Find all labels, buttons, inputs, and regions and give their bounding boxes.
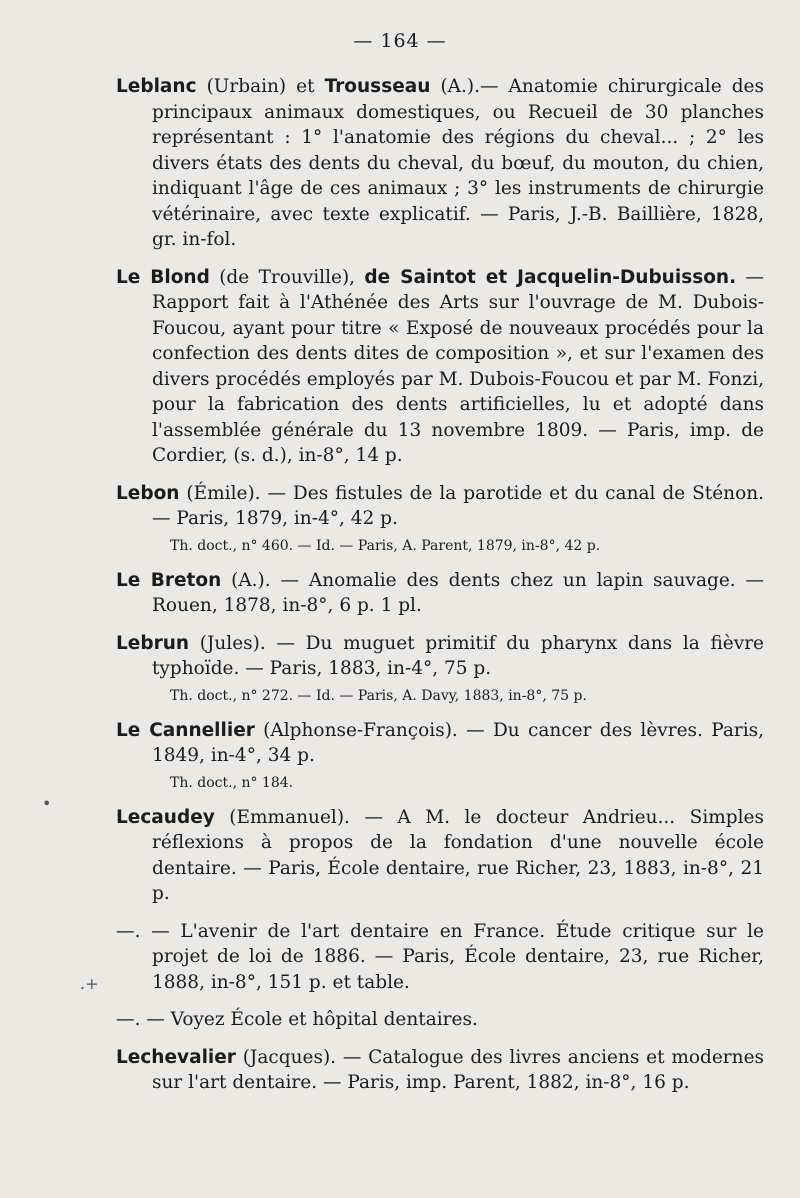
- entry-lecaudey-2: [116, 919, 764, 996]
- entry-note: Th. doct., n° 272. — Id. — Paris, A. Davy, 1883, in-8°, 75 p.: [170, 687, 587, 704]
- bibliography-entries: [116, 74, 764, 1108]
- entry-author: Leblanc: [116, 76, 197, 97]
- entry-note: Th. doct., n° 460. — Id. — Paris, A. Parent, 1879, in-8°, 42 p.: [170, 537, 601, 554]
- entry-author: Lebon: [116, 482, 180, 504]
- entry-body: — Des fistules de la parotide et du canal de Sténon. — Paris, 1879, in-4°, 42 p.: [152, 482, 765, 529]
- entry-body: — Anatomie chirurgicale des principaux animaux domestiques, ou Recueil de 30 planches représentant : 1° l'anatomie des régions du cheval... ; 2° les divers états des dents du cheval, du bœuf, du mouton, du chien, indiquant l'âge de ces animaux ; 3° les instruments de chirurgie vétérinaire, avec texte explicatif. — Paris, J.-B. Baillière, 1828, gr. in-fol.: [152, 76, 764, 250]
- entry-lebrun: [116, 631, 764, 706]
- entry-le-breton: [116, 568, 764, 619]
- entry-le-blond: [116, 265, 764, 469]
- entry-text: Lechevalier (Jacques). — Catalogue des livres anciens et modernes sur l'art dentaire. — Paris, imp. Parent, 1882, in-8°, 16 p.: [116, 1046, 765, 1093]
- entry-body: — L'avenir de l'art dentaire en France. Étude critique sur le projet de loi de 1886. — Paris, École dentaire, 23, rue Richer, 1888, in-8°, 151 p. et table.: [140, 920, 764, 993]
- entry-body: — Rapport fait à l'Athénée des Arts sur l'ouvrage de M. Dubois-Foucou, ayant pour titre « Exposé de nouveaux procédés pour la confection des dents dites de composition », et sur l'examen des divers procédés employés par M. Dubois-Foucou et par M. Fonzi, pour la fabrication des dents artificielles, lu et adopté dans l'assemblée générale du 13 novembre 1809. — Paris, imp. de Cordier, (s. d.), in-8°, 14 p.: [152, 266, 764, 466]
- entry-author: Lecaudey: [116, 806, 215, 828]
- entry-lecaudey-3: [116, 1007, 764, 1033]
- entry-lebon: [116, 481, 764, 556]
- entry-body: — Voyez École et hôpital dentaires.: [140, 1009, 478, 1030]
- entry-text: Lebon (Émile). — Des fistules de la parotide et du canal de Sténon. — Paris, 1879, in-4°, 42 p.: [116, 482, 765, 529]
- entry-author: Lebrun: [116, 632, 190, 654]
- margin-dot-mark: •: [42, 794, 52, 813]
- entry-author: Le Blond: [116, 266, 210, 288]
- entry-text: Lebrun (Jules). — Du muguet primitif du pharynx dans la fièvre typhoïde. — Paris, 1883, in-4°, 75 p.: [116, 632, 764, 679]
- entry-text: —. — Voyez École et hôpital dentaires.: [116, 1009, 478, 1030]
- entry-author: Lechevalier: [116, 1046, 236, 1068]
- entry-author: Le Cannellier: [116, 719, 255, 741]
- entry-coauthor: de Saintot et Jacquelin-Dubuisson.: [364, 266, 737, 288]
- entry-text: Leblanc (Urbain) et Trousseau (A.).— Anatomie chirurgicale des principaux animaux domestiques, ou Recueil de 30 planches représentant : 1° l'anatomie des régions du cheval... ; 2° les divers états des dents du cheval, du bœuf, du mouton, du chien, indiquant l'âge de ces animaux ; 3° les instruments de chirurgie vétérinaire, avec texte explicatif. — Paris, J.-B. Baillière, 1828, gr. in-fol.: [116, 76, 764, 250]
- entry-body: — Anomalie des dents chez un lapin sauvage. — Rouen, 1878, in-8°, 6 p. 1 pl.: [152, 569, 764, 616]
- entry-body: — Du cancer des lèvres. Paris, 1849, in-4°, 34 p.: [152, 719, 764, 766]
- entry-note: Th. doct., n° 184.: [170, 774, 294, 791]
- entry-body: — Du muguet primitif du pharynx dans la fièvre typhoïde. — Paris, 1883, in-4°, 75 p.: [152, 632, 764, 679]
- entry-body: — A M. le docteur Andrieu... Simples réflexions à propos de la fondation d'une nouvelle école dentaire. — Paris, École dentaire, rue Richer, 23, 1883, in-8°, 21 p.: [152, 806, 764, 904]
- entry-text: Le Blond (de Trouville), de Saintot et Jacquelin-Dubuisson. — Rapport fait à l'Athénée des Arts sur l'ouvrage de M. Dubois-Foucou, ayant pour titre « Exposé de nouveaux procédés pour la confection des dents dites de composition », et sur l'examen des divers procédés employés par M. Dubois-Foucou et par M. Fonzi, pour la fabrication des dents artificielles, lu et adopté dans l'assemblée générale du 13 novembre 1809. — Paris, imp. de Cordier, (s. d.), in-8°, 14 p.: [116, 266, 764, 466]
- entry-leblanc: [116, 74, 764, 253]
- entry-coauthor: Trousseau: [324, 76, 431, 97]
- entry-lecaudey: [116, 805, 764, 907]
- entry-body: — Catalogue des livres anciens et modernes sur l'art dentaire. — Paris, imp. Parent, 1882, in-8°, 16 p.: [152, 1046, 765, 1093]
- entry-text: Le Cannellier (Alphonse-François). — Du cancer des lèvres. Paris, 1849, in-4°, 34 p.: [116, 719, 764, 766]
- entry-text: Lecaudey (Emmanuel). — A M. le docteur Andrieu... Simples réflexions à propos de la fondation d'une nouvelle école dentaire. — Paris, École dentaire, rue Richer, 23, 1883, in-8°, 21 p.: [116, 806, 764, 904]
- entry-lechevalier: [116, 1045, 764, 1096]
- entry-text: —. — L'avenir de l'art dentaire en France. Étude critique sur le projet de loi de 1886. — Paris, École dentaire, 23, rue Richer, 1888, in-8°, 151 p. et table.: [116, 920, 764, 993]
- page-number: — 164 —: [353, 30, 447, 52]
- margin-cross-mark: .+: [80, 974, 99, 993]
- entry-le-cannellier: [116, 718, 764, 793]
- entry-author: Le Breton: [116, 569, 222, 591]
- entry-text: Le Breton (A.). — Anomalie des dents chez un lapin sauvage. — Rouen, 1878, in-8°, 6 p. 1 pl.: [116, 569, 764, 616]
